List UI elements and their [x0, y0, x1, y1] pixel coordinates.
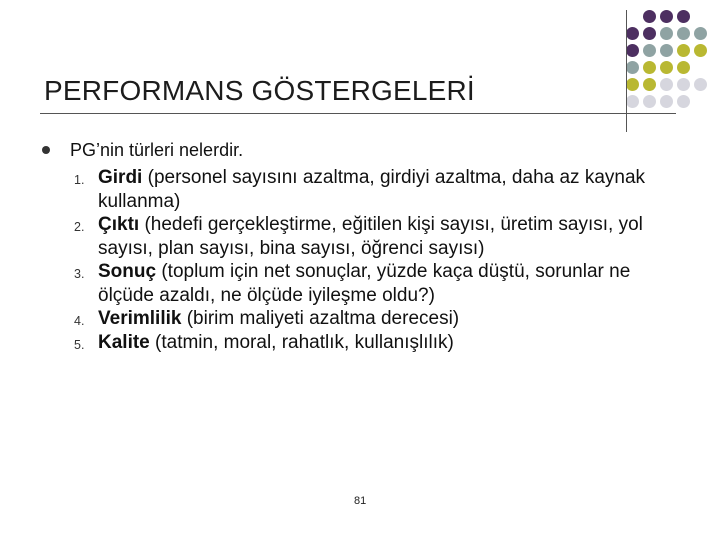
decor-dot: [643, 95, 656, 108]
decor-dot: [677, 78, 690, 91]
page-number: 81: [354, 495, 367, 507]
decor-dot: [677, 27, 690, 40]
decor-dot: [660, 95, 673, 108]
item-number: 5.: [74, 337, 85, 352]
decor-dot: [677, 10, 690, 23]
decor-dot: [660, 10, 673, 23]
item-description: (hedefi gerçekleştirme, eğitilen kişi sayısı, üretim sayısı, yol sayısı, plan sayısı, bina sayısı, öğrenci sayısı): [98, 214, 643, 259]
decor-dot: [643, 44, 656, 57]
decor-dot: [694, 27, 707, 40]
item-number: 2.: [74, 220, 85, 234]
decor-dot: [694, 78, 707, 91]
item-description: (toplum için net sonuçlar, yüzde kaça düştü, sorunlar ne ölçüde azaldı, ne ölçüde iyileşme oldu?): [98, 261, 631, 306]
item-number: 4.: [74, 314, 85, 328]
decor-dot: [677, 95, 690, 108]
list-item: [70, 307, 690, 331]
item-term: Girdi: [98, 167, 143, 188]
decor-dot: [626, 27, 639, 40]
decor-dot: [643, 61, 656, 74]
item-description: (personel sayısını azaltma, girdiyi azaltma, daha az kaynak kullanma): [98, 167, 646, 212]
decor-dot: [643, 10, 656, 23]
item-term: Kalite: [98, 331, 150, 353]
decor-dot: [660, 78, 673, 91]
item-number: 1.: [74, 173, 85, 187]
list-item: [70, 213, 690, 260]
item-term: Çıktı: [98, 214, 140, 235]
title-underline: [40, 113, 676, 114]
decorative-dot-grid: [643, 10, 720, 125]
item-number: 3.: [74, 267, 85, 281]
bullet-icon: [42, 146, 50, 154]
list-item: [70, 166, 690, 213]
decor-dot: [626, 78, 639, 91]
decor-dot: [677, 44, 690, 57]
item-description: (tatmin, moral, rahatlık, kullanışlılık): [149, 331, 454, 353]
list-item: [70, 331, 690, 355]
item-term: Sonuç: [98, 261, 157, 282]
decor-dot: [643, 27, 656, 40]
intro-text: PG’nin türleri nelerdir.: [70, 140, 244, 160]
item-description: (birim maliyeti azaltma derecesi): [181, 308, 460, 329]
decor-dot: [660, 44, 673, 57]
decor-dot: [626, 44, 639, 57]
list-item: [70, 260, 690, 307]
decor-dot: [626, 61, 639, 74]
decor-dot: [694, 44, 707, 57]
decor-dot: [660, 27, 673, 40]
pg-types-list: [70, 166, 690, 354]
slide-title: PERFORMANS GÖSTERGELERİ: [44, 75, 475, 106]
decor-dot: [626, 95, 639, 108]
item-term: Verimlilik: [98, 308, 182, 329]
decor-dot: [677, 61, 690, 74]
decor-dot: [643, 78, 656, 91]
decor-dot: [660, 61, 673, 74]
